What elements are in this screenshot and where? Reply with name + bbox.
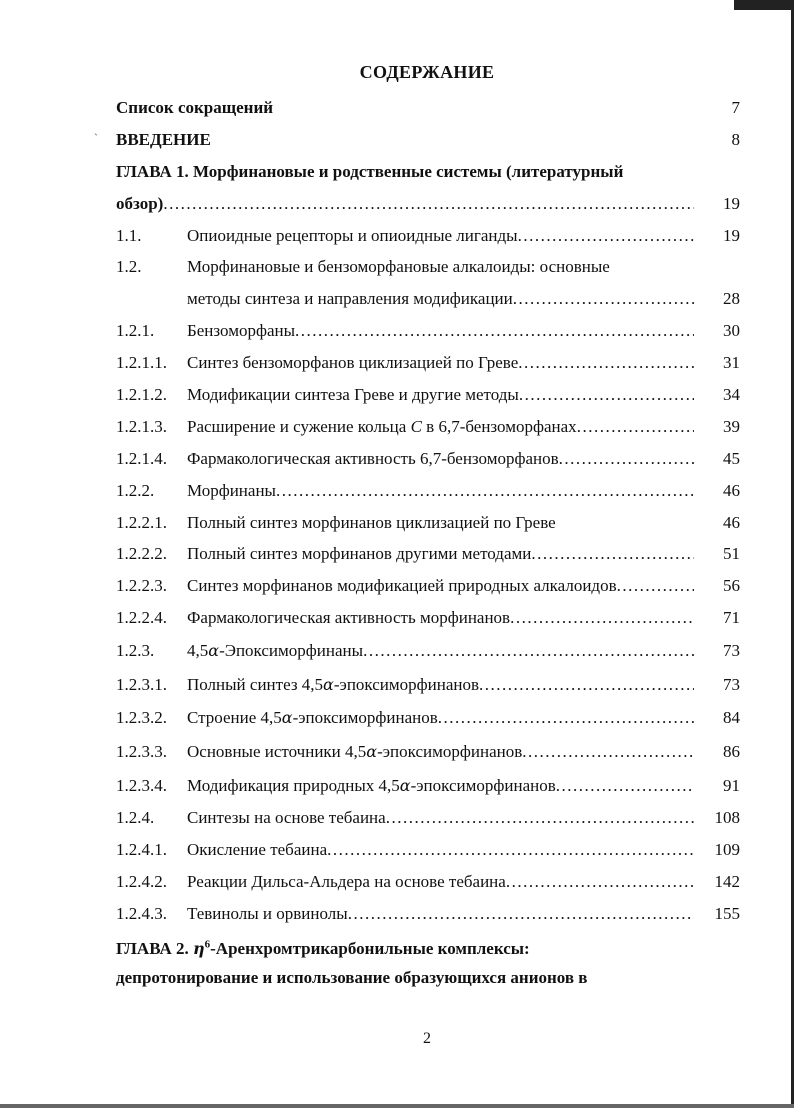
toc-dot-leader (479, 668, 694, 702)
toc-entry-title (187, 283, 694, 315)
page-title: СОДЕРЖАНИЕ (359, 62, 495, 82)
toc-entry-title (187, 538, 694, 570)
toc-entry (116, 538, 740, 570)
toc-entry-title (116, 92, 694, 124)
toc-entry-title (187, 220, 694, 252)
toc-entry-number: 1.2.4.3. (116, 903, 167, 923)
toc-entry-title-text: Синтезы на основе тебаина (187, 808, 386, 828)
toc-entry (116, 570, 740, 602)
toc-entry (116, 930, 740, 962)
toc-entry-title (116, 156, 694, 188)
toc-entry-page: 19 (723, 193, 740, 213)
toc-entry-page: 19 (723, 225, 740, 245)
toc-entry-number: 1.1. (116, 225, 142, 245)
toc-entry-title-text: Модификации синтеза Греве и другие методы (187, 385, 519, 405)
toc-dot-leader (559, 443, 694, 475)
toc-entry-number: 1.2.1.1. (116, 353, 167, 373)
toc-entry-title-symbol: C (410, 416, 422, 436)
toc-dot-leader (522, 735, 694, 769)
toc-entry (116, 735, 740, 769)
toc-entry-title (187, 411, 694, 443)
toc-entry-title-text: Реакции Дильса-Альдера на основе тебаина (187, 871, 506, 891)
toc-entry-title (187, 251, 694, 283)
toc-entry-title-text: -Эпоксиморфинаны (219, 641, 364, 661)
toc-entry-page: 155 (714, 903, 740, 923)
toc-entry-page: 73 (723, 674, 740, 694)
toc-entry-title-symbol: α (366, 741, 378, 761)
toc-entry-title (187, 315, 694, 347)
toc-entry-title (187, 443, 694, 475)
toc-entry-number: 1.2.3.3. (116, 741, 167, 761)
toc-entry-title (187, 347, 694, 379)
toc-entry-title (187, 507, 694, 539)
toc-entry-page: 71 (723, 608, 740, 628)
toc-entry-title (187, 701, 694, 735)
toc-entry-title (116, 930, 694, 966)
toc-entry-number: 1.2.2. (116, 480, 155, 500)
toc-entry (116, 507, 740, 539)
toc-entry (116, 443, 740, 475)
toc-entry-title-prefix: Модификация природных 4,5 (187, 775, 400, 795)
toc-entry (116, 315, 740, 347)
toc-entry-page: 84 (723, 708, 740, 728)
toc-entry-title (187, 866, 694, 898)
toc-entry-page: 7 (731, 98, 740, 117)
toc-dot-leader (348, 898, 694, 930)
toc-entry-title-text: Фармакологическая активность морфинанов (187, 608, 511, 628)
toc-entry-title (187, 634, 694, 668)
toc-entry-title-text: Тевинолы и орвинолы (187, 903, 348, 923)
toc-entry-title-text: -эпоксиморфинанов (377, 741, 523, 761)
toc-entry-title-text: методы синтеза и направления модификации (187, 289, 513, 309)
toc-entry-title-text: -Аренхромтрикарбонильные комплексы: (210, 939, 530, 959)
toc-entry-number: 1.2.4.1. (116, 840, 167, 859)
toc-entry-title-text: Опиоидные рецепторы и опиоидные лиганды (187, 225, 518, 245)
toc-entry (116, 188, 740, 220)
toc-entry-title (187, 668, 694, 702)
toc-entry-title-text: ГЛАВА 1. Морфинановые и родственные системы (литературный (116, 161, 624, 181)
toc-entry-title (187, 769, 694, 803)
toc-dot-leader (276, 475, 694, 507)
toc-entry-number: 1.2.3.4. (116, 775, 167, 795)
toc-entry-number: 1.2. (116, 257, 142, 277)
toc-entry-number: 1.2.2.3. (116, 576, 167, 596)
toc-dot-leader (556, 769, 694, 803)
toc-dot-leader (386, 802, 694, 834)
toc-entry-title-text: Список сокращений (116, 98, 274, 117)
toc-entry-page: 109 (714, 840, 740, 859)
toc-entry-number: 1.2.1.4. (116, 448, 167, 468)
toc-entry (116, 411, 740, 443)
toc-entry-title-symbol: α (281, 708, 293, 728)
toc-entry-title-prefix: Строение 4,5 (187, 708, 282, 728)
toc-entry-number: 1.2.2.2. (116, 544, 167, 564)
toc-entry-title-text: Синтез бензоморфанов циклизацией по Греве (187, 353, 519, 373)
toc-entry (116, 379, 740, 411)
toc-dot-leader (363, 634, 694, 668)
toc-dot-leader (519, 379, 694, 411)
toc-entry-title-symbol: α (399, 775, 411, 795)
toc-entry-number: 1.2.2.1. (116, 512, 167, 532)
toc-entry-title-text: Морфинаны (187, 480, 276, 500)
toc-entry-page: 73 (723, 641, 740, 661)
toc-entry-title (187, 802, 694, 834)
toc-entry-title-text: депротонирование и использование образующихся анионов в (116, 967, 588, 987)
toc-entry-title-symbol: α (208, 641, 220, 661)
toc-entry-title-text: -эпоксиморфинанов (333, 674, 480, 694)
toc-dot-leader (513, 283, 694, 315)
toc-entry-page: 30 (723, 321, 740, 341)
toc-entry-title-text: Окисление тебаина (187, 840, 328, 859)
toc-dot-leader (510, 602, 694, 634)
toc-entry-number: 1.2.1. (116, 321, 155, 341)
toc-entry-title-text: Фармакологическая активность 6,7-бензоморфанов (187, 448, 559, 468)
toc-entry-title-prefix: 4,5 (187, 641, 209, 661)
toc-entry (116, 701, 740, 735)
toc-entry (116, 283, 740, 315)
toc-entry-number: 1.2.3.1. (116, 674, 167, 694)
toc-entry-title (116, 188, 694, 220)
toc-dot-leader (438, 701, 694, 735)
toc-entry-title-text: Полный синтез морфинанов циклизацией по Греве (187, 512, 556, 532)
toc-entry-number: 1.2.3.2. (116, 708, 167, 728)
toc-entry-page: 142 (714, 871, 740, 891)
toc-entry-title-prefix: ГЛАВА 2. (116, 939, 193, 959)
toc-entry-number: 1.2.4. (116, 808, 155, 828)
toc-entry-page: 108 (714, 808, 740, 828)
toc-entry-title-text: -эпоксиморфинанов (292, 708, 438, 728)
toc-entry-page: 28 (723, 289, 740, 309)
toc-entry (116, 802, 740, 834)
toc-entry-title-text: обзор) (116, 193, 164, 213)
toc-entry-page: 45 (723, 448, 740, 468)
toc-entry-title (116, 124, 694, 156)
toc-entry (116, 251, 740, 283)
toc-entry (116, 602, 740, 634)
toc-entry-title-text: Синтез морфинанов модификацией природных алкалоидов (187, 576, 617, 596)
toc-dot-leader (295, 315, 694, 347)
toc-dot-leader (518, 347, 694, 379)
toc-entry-title (187, 570, 694, 602)
toc-entry-title-text: в 6,7-бензоморфанах (421, 416, 577, 436)
toc-dot-leader (531, 538, 694, 570)
toc-entry-title (187, 834, 694, 866)
toc-dot-leader (577, 411, 694, 443)
toc-entry (116, 475, 740, 507)
toc-entry-title-text: Бензоморфаны (187, 321, 296, 341)
toc-entry-title-symbol: η (193, 939, 205, 959)
toc-entry-title-prefix: Расширение и сужение кольца (187, 416, 411, 436)
toc-entry-title-text: Морфинановые и бензоморфановые алкалоиды: основные (187, 257, 610, 277)
toc-entry-title (187, 475, 694, 507)
toc-dot-leader (518, 220, 694, 252)
toc-dot-leader (327, 834, 694, 866)
toc-entry (116, 220, 740, 252)
table-of-contents (116, 92, 740, 993)
toc-entry-title-prefix: Основные источники 4,5 (187, 741, 367, 761)
toc-entry-number: 1.2.2.4. (116, 608, 167, 628)
toc-entry-page: 39 (723, 416, 740, 436)
toc-entry-page: 34 (723, 385, 740, 405)
toc-entry-title-text: Полный синтез морфинанов другими методами (187, 544, 532, 564)
toc-entry-page: 31 (723, 353, 740, 373)
toc-entry-page: 46 (723, 480, 740, 500)
toc-dot-leader (617, 570, 694, 602)
toc-dot-leader (163, 188, 694, 220)
toc-entry-title (187, 602, 694, 634)
toc-entry-number: 1.2.4.2. (116, 871, 167, 891)
toc-entry-page: 8 (731, 129, 740, 149)
toc-entry-page: 56 (723, 576, 740, 596)
toc-entry-page: 91 (723, 775, 740, 795)
toc-entry (116, 898, 740, 930)
toc-entry-page: 46 (723, 512, 740, 532)
toc-entry-title (187, 898, 694, 930)
toc-entry-title (187, 379, 694, 411)
toc-entry (116, 769, 740, 803)
toc-entry-title-prefix: Полный синтез 4,5 (187, 674, 324, 694)
toc-entry (116, 347, 740, 379)
toc-entry (116, 634, 740, 668)
toc-entry-title (187, 735, 694, 769)
toc-entry-page: 51 (723, 544, 740, 564)
toc-entry-number: 1.2.3. (116, 641, 155, 661)
toc-entry (116, 156, 740, 188)
scan-edge-bottom (0, 1104, 794, 1108)
toc-entry (116, 866, 740, 898)
toc-entry (116, 834, 740, 866)
toc-entry-title-text: -эпоксиморфинанов (410, 775, 556, 795)
toc-entry (116, 124, 740, 156)
toc-dot-leader (506, 866, 694, 898)
scan-speck: ` (94, 131, 98, 145)
toc-entry (116, 92, 740, 124)
toc-entry-number: 1.2.1.3. (116, 416, 167, 436)
toc-entry-title-text: ВВЕДЕНИЕ (116, 129, 211, 149)
toc-entry-title (116, 962, 694, 994)
toc-entry-page: 86 (723, 741, 740, 761)
toc-entry-number: 1.2.1.2. (116, 385, 167, 405)
page-number: 2 (423, 1030, 431, 1047)
scan-edge-top (734, 0, 794, 10)
toc-entry (116, 668, 740, 702)
toc-entry-title-symbol: α (323, 674, 334, 694)
toc-entry (116, 962, 740, 994)
toc-entry-title-superscript: 6 (204, 938, 211, 951)
